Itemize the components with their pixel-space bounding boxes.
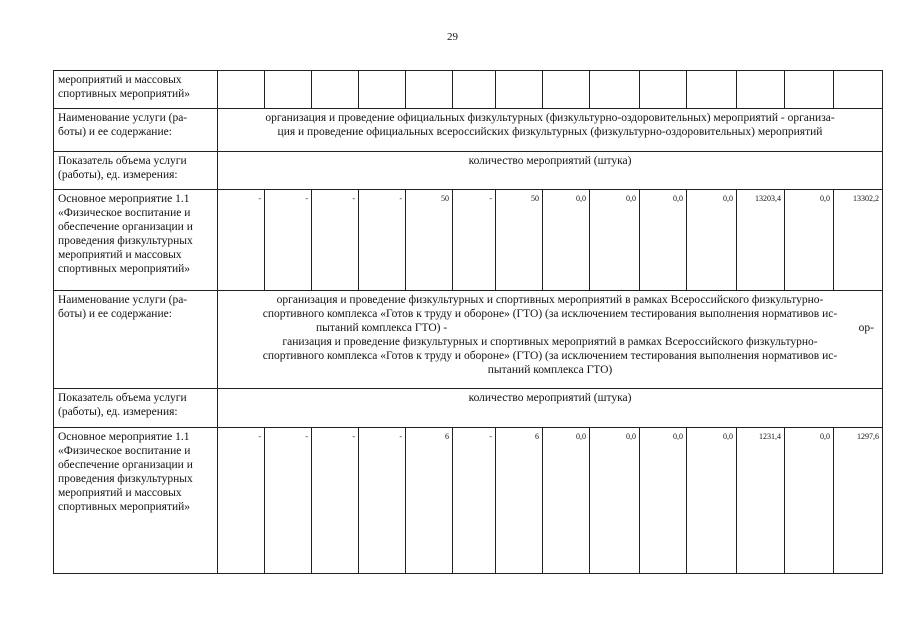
value-cell: 50 bbox=[496, 190, 543, 291]
value-cell: - bbox=[312, 428, 359, 574]
value-cell: 1297,6 bbox=[834, 428, 883, 574]
value-cell: 0,0 bbox=[785, 190, 834, 291]
empty-cell bbox=[590, 71, 640, 109]
value-cell: 0,0 bbox=[640, 428, 687, 574]
service-description-line: спортивного комплекса «Готов к труду и обороне» (ГТО) (за исключением тестирования выполнения нормативов ис- bbox=[262, 308, 838, 320]
service-description-line: спортивного комплекса «Готов к труду и обороне» (ГТО) (за исключением тестирования выполнения нормативов ис- bbox=[262, 350, 838, 362]
table-row bbox=[54, 428, 883, 574]
volume-indicator-label: Показатель объема услуги (работы), ед. измерения: bbox=[54, 152, 218, 190]
row-label-continuation: мероприятий и массовых спортивных мероприятий» bbox=[54, 71, 218, 109]
value-cell: 0,0 bbox=[785, 428, 834, 574]
value-cell: 0,0 bbox=[687, 190, 737, 291]
value-cell: 0,0 bbox=[543, 190, 590, 291]
service-description-fragment: ор- bbox=[858, 322, 874, 334]
service-name-label: Наименование услуги (ра-боты) и ее содержание: bbox=[54, 291, 218, 389]
empty-cell bbox=[640, 71, 687, 109]
value-cell: - bbox=[218, 428, 265, 574]
service-description-line: пытаний комплекса ГТО) bbox=[487, 364, 613, 376]
table-row bbox=[54, 389, 883, 428]
main-activity-label: Основное мероприятие 1.1 «Физическое воспитание и обеспечение организации и проведения физкультурных мероприятий и массовых спортивных мероприятий» bbox=[54, 428, 218, 574]
value-cell: 0,0 bbox=[640, 190, 687, 291]
empty-cell bbox=[406, 71, 453, 109]
empty-cell bbox=[453, 71, 496, 109]
service-description-line: ганизация и проведение физкультурных и спортивных мероприятий в рамках Всероссийского физкультурно- bbox=[282, 336, 818, 348]
service-description bbox=[218, 291, 883, 389]
value-cell: - bbox=[453, 428, 496, 574]
value-cell: - bbox=[453, 190, 496, 291]
empty-cell bbox=[496, 71, 543, 109]
empty-cell bbox=[543, 71, 590, 109]
value-cell: 0,0 bbox=[687, 428, 737, 574]
service-description-fragment: пытаний комплекса ГТО) - bbox=[316, 322, 448, 334]
service-description-line: организация и проведение физкультурных и спортивных мероприятий в рамках Всероссийского физкультурно- bbox=[276, 294, 824, 306]
value-cell: - bbox=[265, 190, 312, 291]
empty-cell bbox=[737, 71, 785, 109]
value-cell: - bbox=[218, 190, 265, 291]
table-row bbox=[54, 152, 883, 190]
table-row bbox=[54, 291, 883, 389]
service-name-label: Наименование услуги (ра-боты) и ее содержание: bbox=[54, 109, 218, 152]
value-cell: 50 bbox=[406, 190, 453, 291]
volume-indicator-value: количество мероприятий (штука) bbox=[218, 389, 883, 428]
empty-cell bbox=[785, 71, 834, 109]
service-description-line: ция и проведение официальных всероссийских физкультурных (физкультурно-оздоровительных) мероприятий bbox=[277, 126, 823, 138]
value-cell: 1231,4 bbox=[737, 428, 785, 574]
volume-indicator-value: количество мероприятий (штука) bbox=[218, 152, 883, 190]
empty-cell bbox=[834, 71, 883, 109]
value-cell: 0,0 bbox=[543, 428, 590, 574]
value-cell: 13302,2 bbox=[834, 190, 883, 291]
value-cell: - bbox=[359, 428, 406, 574]
value-cell: 0,0 bbox=[590, 428, 640, 574]
service-description-line bbox=[226, 321, 874, 335]
empty-cell bbox=[312, 71, 359, 109]
service-description-line: организация и проведение официальных физкультурных (физкультурно-оздоровительных) мероприятий - организа- bbox=[265, 112, 835, 124]
table-row bbox=[54, 71, 883, 109]
value-cell: - bbox=[359, 190, 406, 291]
table-row bbox=[54, 109, 883, 152]
empty-cell bbox=[687, 71, 737, 109]
table-row bbox=[54, 190, 883, 291]
value-cell: - bbox=[265, 428, 312, 574]
value-cell: 0,0 bbox=[590, 190, 640, 291]
service-description bbox=[218, 109, 883, 152]
value-cell: 6 bbox=[406, 428, 453, 574]
empty-cell bbox=[265, 71, 312, 109]
main-activity-label: Основное мероприятие 1.1 «Физическое воспитание и обеспечение организации и проведения физкультурных мероприятий и массовых спортивных мероприятий» bbox=[54, 190, 218, 291]
program-table bbox=[53, 70, 883, 574]
value-cell: 13203,4 bbox=[737, 190, 785, 291]
value-cell: - bbox=[312, 190, 359, 291]
value-cell: 6 bbox=[496, 428, 543, 574]
empty-cell bbox=[359, 71, 406, 109]
page-number: 29 bbox=[447, 31, 458, 43]
volume-indicator-label: Показатель объема услуги (работы), ед. измерения: bbox=[54, 389, 218, 428]
empty-cell bbox=[218, 71, 265, 109]
